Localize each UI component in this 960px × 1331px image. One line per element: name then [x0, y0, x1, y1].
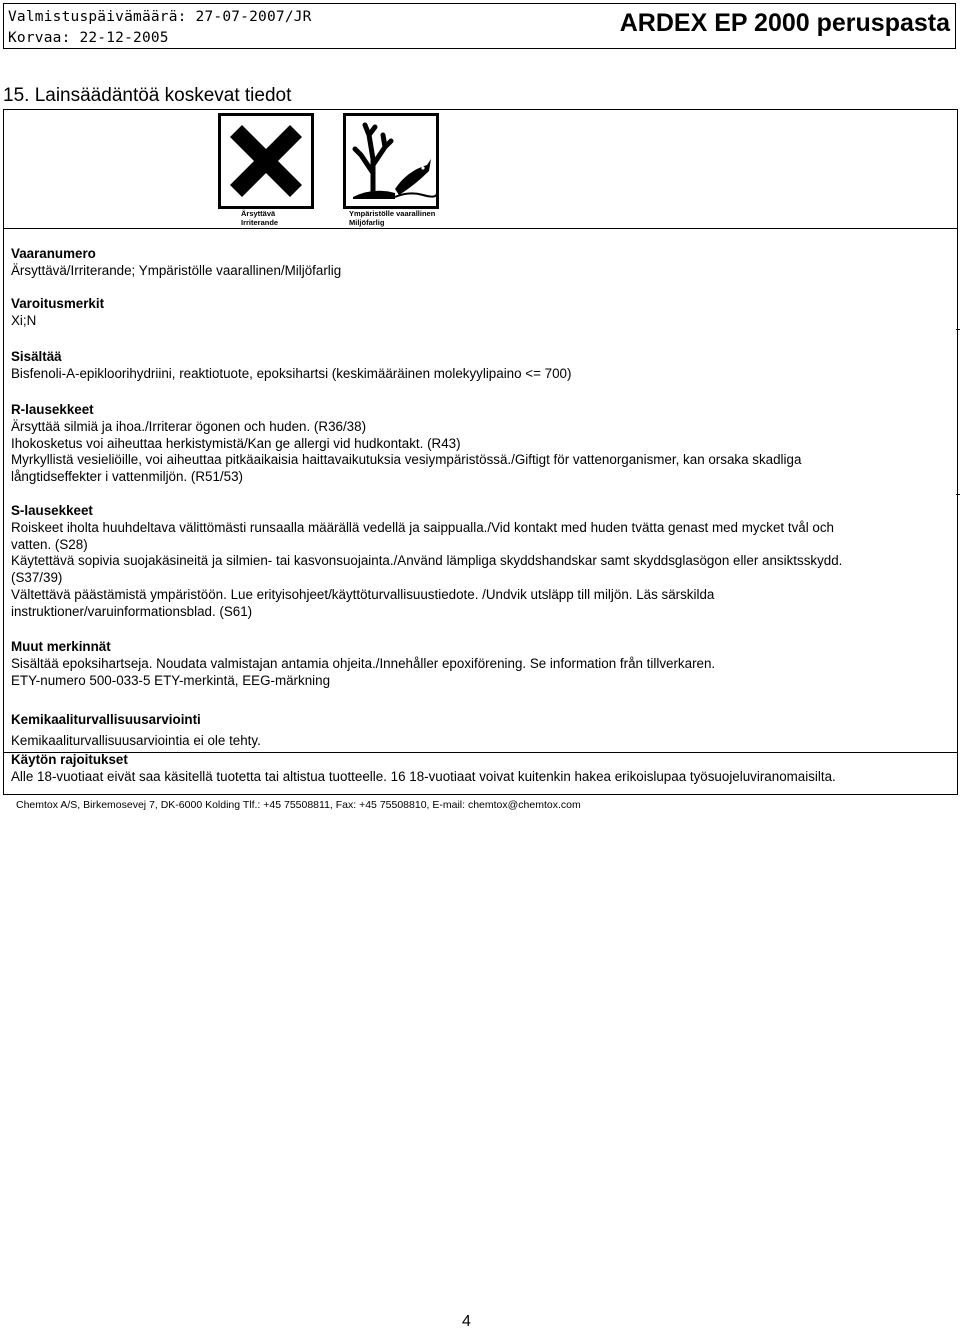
- s-phrase-line: vatten. (S28): [11, 536, 88, 552]
- section-title: 15. Lainsäädäntöä koskevat tiedot: [3, 85, 292, 106]
- company-footer: Chemtox A/S, Birkemosevej 7, DK-6000 Kolding Tlf.: +45 75508811, Fax: +45 75508810, E-mail: chemtox@chemtox.com: [16, 799, 581, 811]
- contains-heading: Sisältää: [11, 349, 62, 364]
- irritant-caption: [241, 209, 278, 227]
- environment-caption-fi: Ympäristölle vaarallinen: [349, 209, 436, 218]
- r-phrase-line: Ihokosketus voi aiheuttaa herkistymistä/Kan ge allergi vid hudkontakt. (R43): [11, 435, 461, 451]
- chemical-safety-text: Kemikaaliturvallisuusarviointia ei ole tehty.: [11, 732, 261, 748]
- r-phrases-heading: R-lausekkeet: [11, 402, 94, 417]
- issue-date: Valmistuspäivämäärä: 27-07-2007/JR: [8, 9, 312, 25]
- hazard-number-text: Ärsyttävä/Irriterande; Ympäristölle vaarallinen/Miljöfarlig: [11, 262, 342, 278]
- usage-restrictions-block: [11, 752, 941, 786]
- r-phrase-line: långtidseffekter i vattenmiljön. (R51/53): [11, 469, 243, 485]
- warning-marks-text: Xi;N: [11, 312, 37, 328]
- product-name: ARDEX EP 2000 peruspasta: [619, 9, 950, 37]
- margin-tick: [956, 329, 960, 330]
- page-number: 4: [462, 1313, 471, 1330]
- other-markings-line: ETY-numero 500-033-5 ETY-merkintä, EEG-märkning: [11, 672, 331, 688]
- chemical-safety-heading: Kemikaaliturvallisuusarviointi: [11, 712, 201, 727]
- s-phrase-line: Vältettävä päästämistä ympäristöön. Lue erityisohjeet/käyttöturvallisuustiedote. /Undvik utsläpp till miljön. Läs särskilda: [11, 586, 715, 602]
- s-phrases-block: [11, 503, 941, 621]
- divider: [3, 228, 958, 229]
- s-phrase-line: instruktioner/varuinformationsblad. (S61): [11, 603, 253, 619]
- environment-hazard-pictogram: [343, 113, 439, 209]
- contains-text: Bisfenoli-A-epikloorihydriini, reaktiotuote, epoksihartsi (keskimääräinen molekyylipaino <= 700): [11, 365, 572, 381]
- s-phrase-line: (S37/39): [11, 570, 63, 586]
- hazard-number-block: [11, 246, 941, 280]
- document-header: [3, 3, 956, 49]
- irritant-x-pictogram: [218, 113, 314, 209]
- other-markings-line: Sisältää epoksihartseja. Noudata valmistajan antamia ohjeita./Innehåller epoxiförening. Se information från tillverkaren.: [11, 655, 716, 671]
- r-phrases-block: [11, 402, 941, 486]
- contains-block: [11, 349, 941, 383]
- s-phrases-heading: S-lausekkeet: [11, 503, 93, 518]
- chemical-safety-block: [11, 712, 941, 750]
- s-phrase-line: Käytettävä sopivia suojakäsineitä ja silmien- tai kasvonsuojainta./Använd lämpliga skyddshandskar samt skyddsglasögon eller ansiktsskydd.: [11, 553, 843, 569]
- irritant-caption-fi: Ärsyttävä: [241, 209, 276, 218]
- margin-tick: [956, 494, 960, 495]
- replaces-date: Korvaa: 22-12-2005: [8, 30, 169, 46]
- environment-caption: [349, 209, 435, 227]
- irritant-caption-sv: Irriterande: [241, 218, 279, 227]
- usage-restrictions-text: Alle 18-vuotiaat eivät saa käsitellä tuotetta tai altistua tuotteelle. 16 18-vuotiaat voivat kuitenkin hakea erikoislupaa työsuojeluviranomaisilta.: [11, 768, 836, 784]
- r-phrase-line: Myrkyllistä vesieliöille, voi aiheuttaa pitkäaikaisia haittavaikutuksia vesiympäristössä./Giftigt för vattenorganismer, kan orsaka skadliga: [11, 452, 802, 468]
- warning-marks-heading: Varoitusmerkit: [11, 296, 105, 311]
- hazard-number-heading: Vaaranumero: [11, 246, 96, 261]
- other-markings-block: [11, 639, 941, 689]
- usage-restrictions-heading: Käytön rajoitukset: [11, 752, 128, 767]
- environment-caption-sv: Miljöfarlig: [349, 218, 385, 227]
- r-phrase-line: Ärsyttää silmiä ja ihoa./Irriterar ögonen och huden. (R36/38): [11, 418, 367, 434]
- warning-marks-block: [11, 296, 941, 330]
- s-phrase-line: Roiskeet iholta huuhdeltava välittömästi runsaalla määrällä vedellä ja saippualla./Vid kontakt med huden tvätta genast med mycket tvål och: [11, 519, 835, 535]
- other-markings-heading: Muut merkinnät: [11, 639, 111, 654]
